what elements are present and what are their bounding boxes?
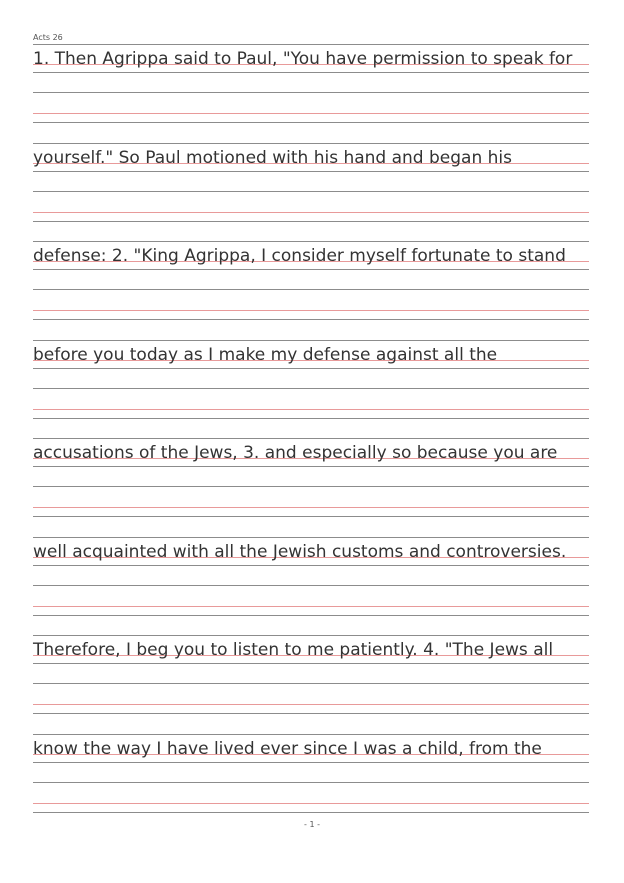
- verse-line: Therefore, I beg you to listen to me patiently. 4. "The Jews all: [33, 640, 554, 660]
- verse-line: well acquainted with all the Jewish customs and controversies.: [33, 542, 567, 562]
- page-header: Acts 26: [33, 33, 63, 42]
- practice-line-block: [33, 44, 589, 142]
- verse-line: defense: 2. "King Agrippa, I consider myself fortunate to stand: [33, 246, 566, 266]
- verse-line: 1. Then Agrippa said to Paul, "You have permission to speak for: [33, 49, 573, 69]
- practice-line-block: [33, 143, 589, 241]
- practice-line-block: [33, 241, 589, 339]
- practice-line-block: [33, 438, 589, 536]
- verse-line: accusations of the Jews, 3. and especially so because you are: [33, 443, 558, 463]
- practice-line-block: [33, 537, 589, 635]
- verse-line: before you today as I make my defense against all the: [33, 345, 498, 365]
- verse-line: know the way I have lived ever since I was a child, from the: [33, 739, 542, 759]
- page-number: - 1 -: [304, 820, 320, 829]
- practice-line-block: [33, 340, 589, 438]
- practice-line-block: [33, 734, 589, 832]
- practice-line-block: [33, 635, 589, 733]
- verse-line: yourself." So Paul motioned with his hand and began his: [33, 148, 512, 168]
